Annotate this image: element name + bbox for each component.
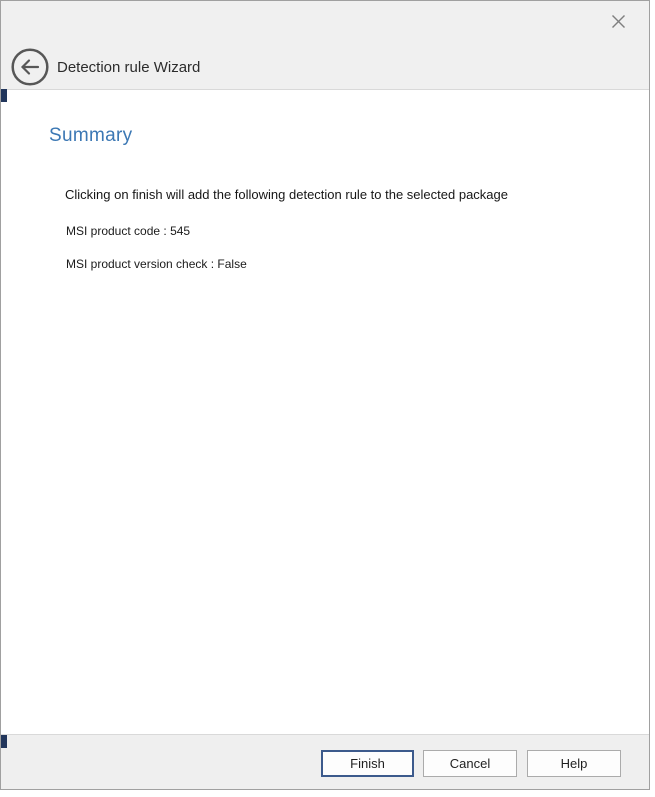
summary-heading: Summary [49, 125, 133, 146]
detail-value: False [217, 257, 247, 271]
detail-value: 545 [170, 224, 191, 238]
accent-block-top [1, 89, 7, 102]
summary-intro-text: Clicking on finish will add the following detection rule to the selected package [65, 187, 508, 202]
close-icon [611, 14, 626, 29]
wizard-footer [1, 734, 649, 789]
back-button[interactable] [10, 47, 50, 87]
cancel-button[interactable]: Cancel [423, 750, 517, 777]
detail-label: MSI product version check [66, 257, 208, 271]
help-button[interactable]: Help [527, 750, 621, 777]
wizard-title: Detection rule Wizard [57, 59, 201, 76]
detail-line-msi-product-code [66, 224, 190, 239]
detail-separator: : [160, 224, 171, 238]
close-button[interactable] [605, 8, 631, 34]
accent-block-bottom [1, 735, 7, 748]
detail-line-msi-version-check [66, 257, 247, 272]
detail-label: MSI product code [66, 224, 161, 238]
back-arrow-icon [10, 47, 50, 87]
wizard-header [1, 1, 649, 90]
detail-separator: : [207, 257, 218, 271]
finish-button[interactable]: Finish [321, 750, 414, 777]
